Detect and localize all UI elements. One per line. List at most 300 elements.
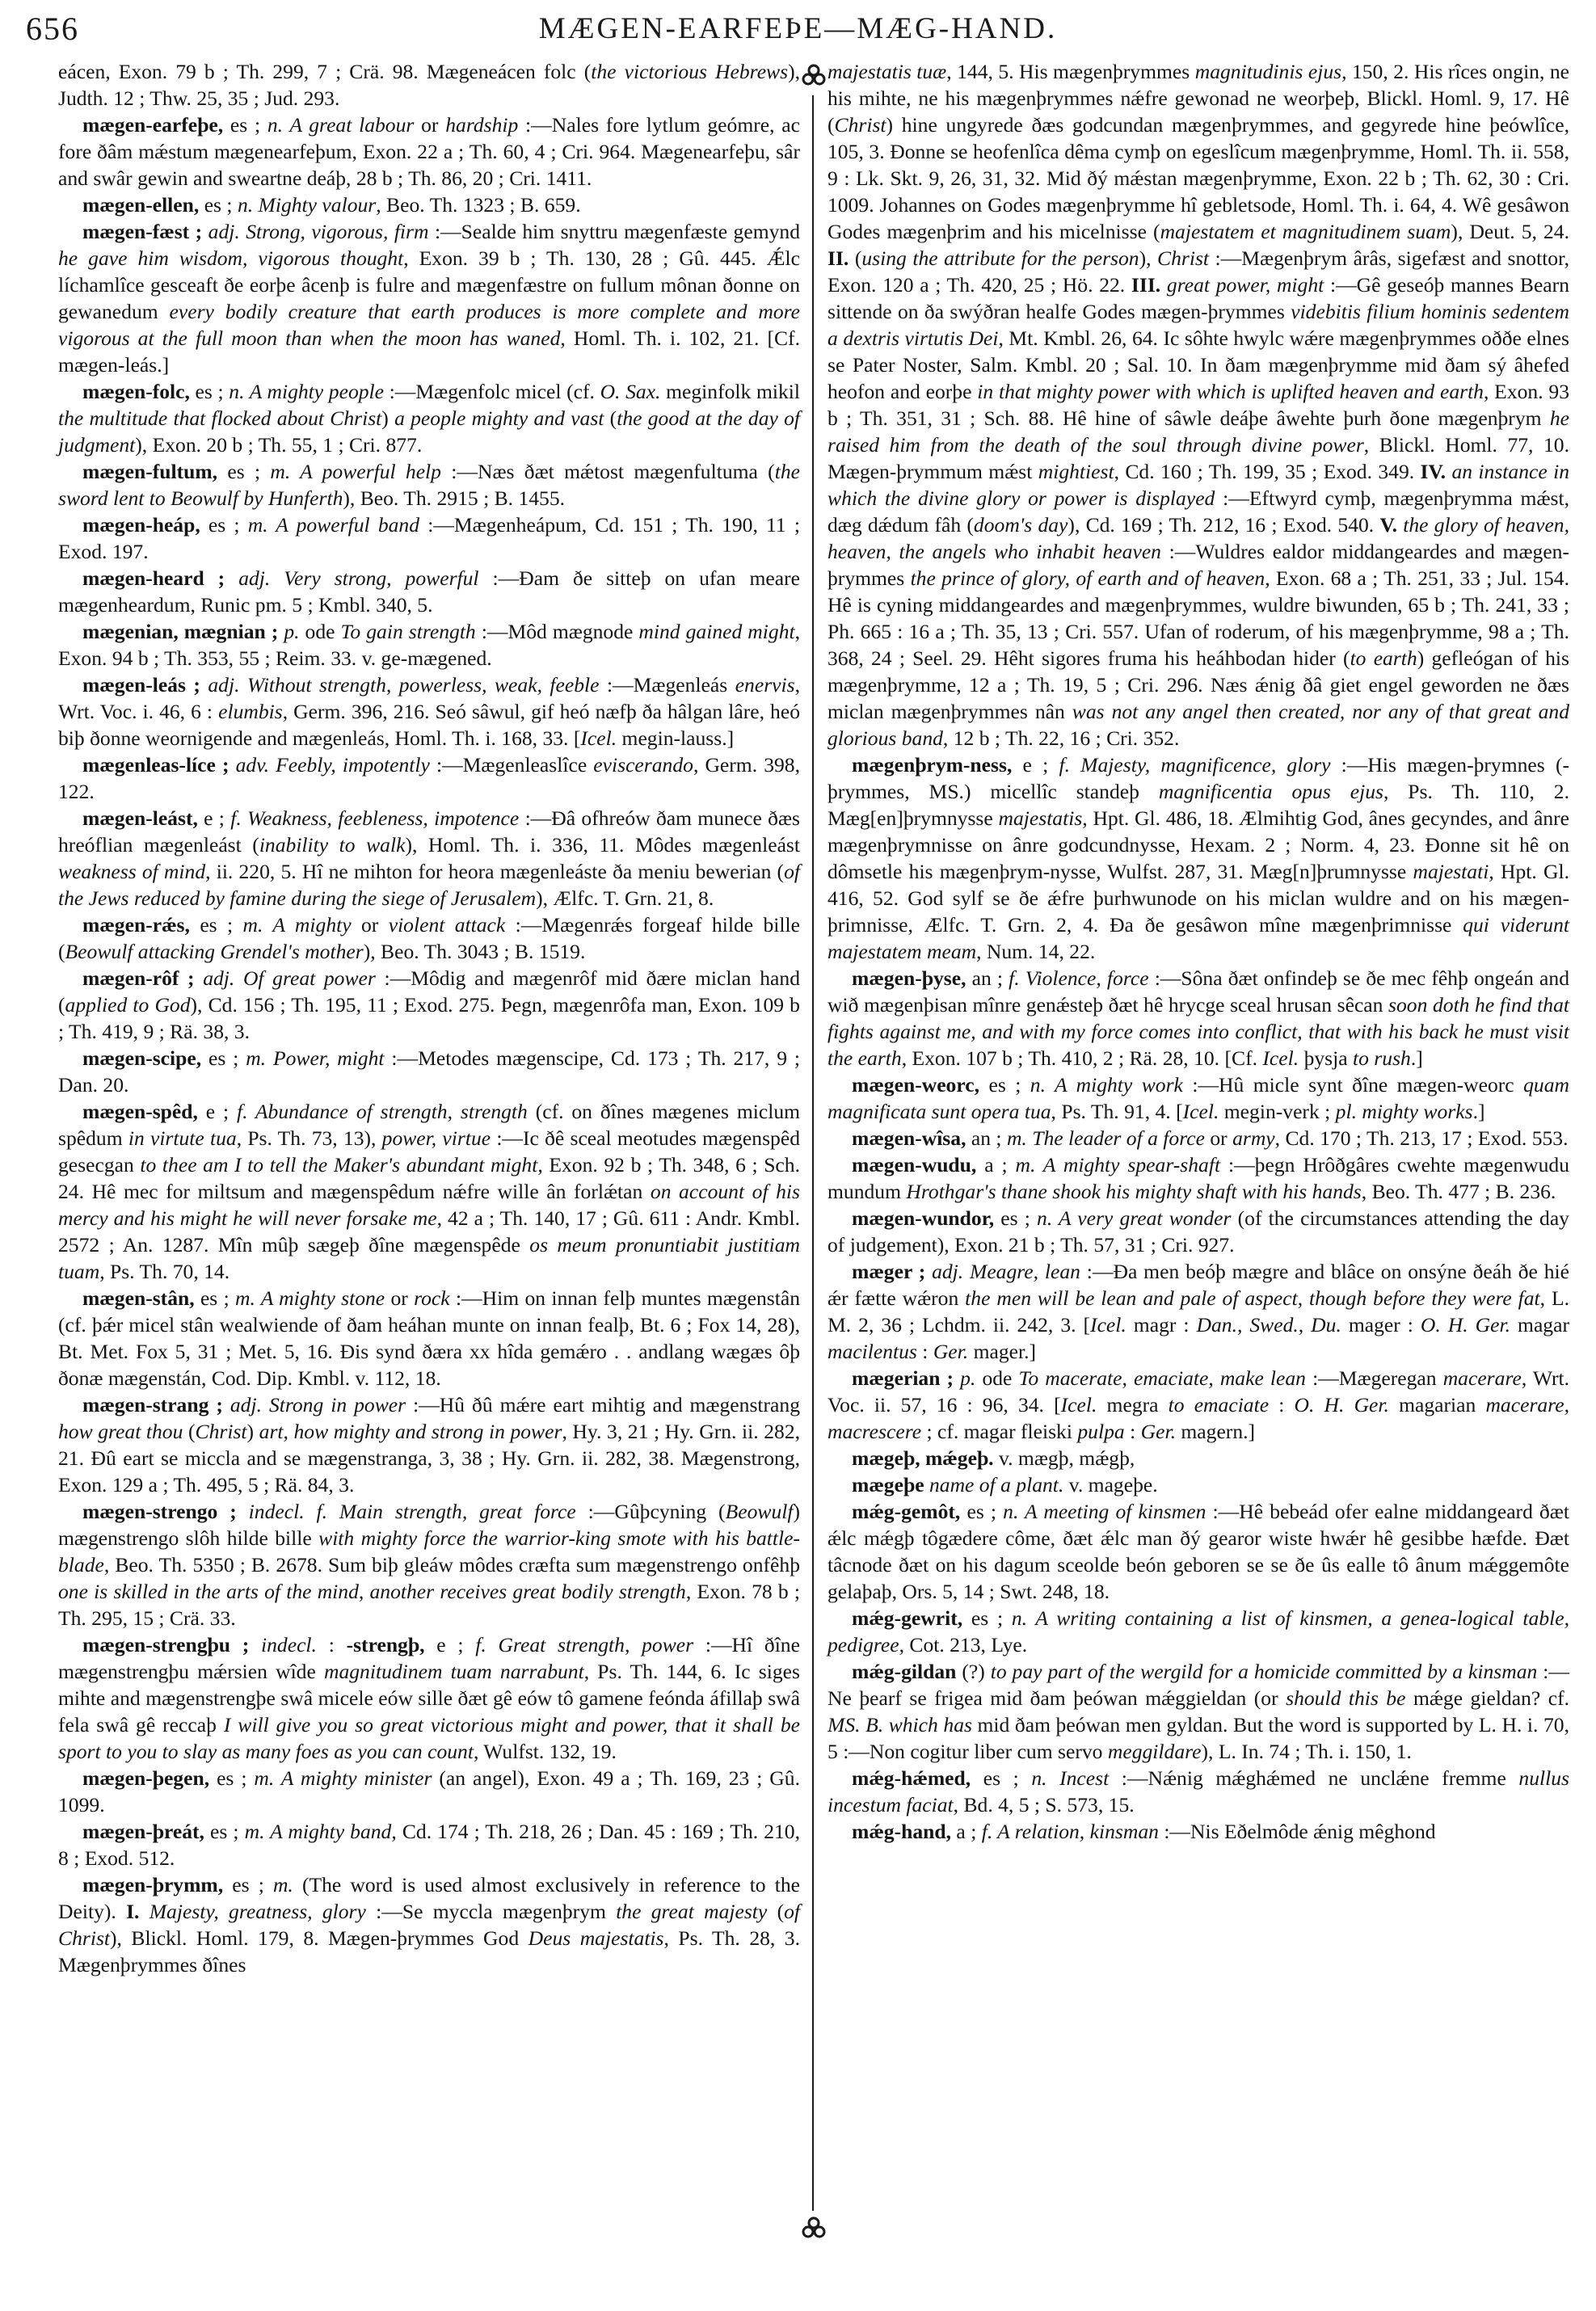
entry-text: :—Hî ðîne mægenstrengþu mǽrsien wîde <box>58 1633 800 1683</box>
italic-text: adj. Very strong, powerful <box>238 566 479 590</box>
italic-text: using the attribute for the person <box>861 246 1139 270</box>
italic-text: one is skilled in the arts of the mind, another receives great bodily strength <box>58 1580 686 1603</box>
italic-text: m. A mighty <box>242 913 352 937</box>
entry-text: :—Mægenfolc micel (cf. <box>384 380 600 403</box>
entry-text: , Cot. 213, Lye. <box>899 1633 1028 1656</box>
entry-text: :—Mægenleaslîce <box>429 753 594 777</box>
page-number: 656 <box>26 11 79 47</box>
italic-text: he gave him wisdom, vigorous thought <box>58 246 404 270</box>
entry-text: mager : <box>1341 1313 1421 1337</box>
entry-text <box>1160 273 1167 297</box>
italic-text: indecl. <box>261 1633 317 1656</box>
entry-text: meginfolk mikil <box>660 380 800 403</box>
italic-text: hardship <box>445 113 519 137</box>
entry-text: :—Môdig and mægenrôf mid ðære miclan hand ( <box>58 966 800 1017</box>
entry-text: , Beo. Th. 1323 ; B. 659. <box>376 193 581 217</box>
italic-text: Christ <box>1157 246 1210 270</box>
entry-text: es ; <box>979 1073 1030 1097</box>
entry-text: , Exon. 39 b ; Th. 130, 28 ; Gû. 445. Ǽlc líchamlîce gesceaft ðe eorþe âcenþ is fulre and mægenfæstre on fullum mônan ðonne on gewanedum <box>58 246 800 323</box>
entry-text: v. mægþ, mǽgþ, <box>993 1446 1135 1470</box>
italic-text: p. <box>284 620 300 643</box>
italic-text: on account of his mercy and his might he will never forsake me <box>58 1180 800 1230</box>
entry-text: ( <box>604 406 617 430</box>
dictionary-entry <box>58 378 800 458</box>
headword: mægen-wîsa, <box>852 1126 966 1150</box>
entry-text: ( <box>849 246 862 270</box>
trefoil-printer-mark-bottom <box>799 2216 828 2245</box>
entry-text: , Hpt. Gl. 486, 18. Ælmihtig God, ânes gecyndes, and ânre mægenþrymnisse on ânre godcundnysse, Hexam. 2 ; Norm. 4, 23. Ðonne sit hê on dômsetle his mægenþrym-nysse, Wulfst. 287, 31. Mæg[n]þrumnysse <box>827 806 1570 883</box>
italic-text: soon doth he find that fights against me, and with my force comes into conflict, that with his back he must visit the earth <box>827 993 1569 1070</box>
headword: mæger ; <box>852 1260 926 1283</box>
entry-text: :—Ne þearf se frigea mid ðam þeówan mǽggieldan (or <box>827 1660 1569 1710</box>
headword: mægen-þrymm, <box>82 1873 224 1896</box>
italic-text: to emaciate <box>1168 1393 1270 1416</box>
entry-text: es ; <box>200 513 248 537</box>
entry-text <box>200 673 208 697</box>
entry-text: :—Se myccla mægenþrym <box>365 1900 617 1923</box>
entry-text: :—Môd mægnode <box>475 620 639 643</box>
entry-text: :—Nales fore lytlum geómre, ac fore ðâm mǽstum mægenearfeþum, Exon. 22 a ; Th. 60, 4 ; Cri. 964. Mægenearfeþu, sâr and swâr gewin and sweartne deáþ, 28 b ; Th. 86, 20 ; Cri. 1411. <box>58 113 800 190</box>
entry-text: :—Mægenþrym ârâs, sigefæst and snottor, Exon. 120 a ; Th. 420, 25 ; Hö. 22. <box>827 246 1570 297</box>
headword: mægen-scipe, <box>82 1046 202 1070</box>
italic-text: O. H. Ger. <box>1294 1393 1389 1416</box>
italic-text: f. Abundance of strength, strength <box>236 1100 528 1123</box>
headword: mǽg-hand, <box>852 1820 952 1843</box>
entry-text: ode <box>975 1366 1019 1390</box>
italic-text: the great majesty <box>616 1900 768 1923</box>
italic-text: MS. B. which has <box>827 1713 972 1736</box>
dictionary-entry <box>827 965 1569 1071</box>
entry-text: ) gefleógan of his mægenþrymme, 12 a ; Th. 19, 5 ; Cri. 296. Næs ǽnig ðâ giet engel geworden ne ðæs miclan mægenþrymmes nân <box>827 646 1569 723</box>
dictionary-entry <box>827 1258 1569 1365</box>
headword: mægeþe <box>852 1473 924 1496</box>
italic-text: the men will be lean and pale of aspect, though before they were fat <box>965 1286 1540 1310</box>
entry-text: magarian <box>1388 1393 1486 1416</box>
entry-text: , Beo. Th. 477 ; B. 236. <box>1361 1180 1556 1203</box>
italic-text: pl. mighty works <box>1335 1100 1473 1123</box>
entry-text: ), Cd. 156 ; Th. 195, 11 ; Exod. 275. Þegn, mægenrôfa man, Exon. 109 b ; Th. 419, 9 ; Rä. 38, 3. <box>58 993 800 1043</box>
entry-text: es ; <box>962 1606 1012 1630</box>
entry-text: , 42 a ; Th. 140, 17 ; Gû. 611 : Andr. Kmbl. 2572 ; An. 1287. Mîn mûþ sægeþ ðîne mægenspêde <box>58 1206 800 1257</box>
italic-text: majestatis tuæ <box>827 60 947 83</box>
headword: mægen-ellen, <box>82 193 200 217</box>
column-divider-rule <box>812 95 814 2211</box>
entry-text: , Ps. Th. 73, 13), <box>236 1126 382 1150</box>
entry-text: :—Ðam ðe sitteþ on ufan meare mægenheardum, Runic pm. 5 ; Kmbl. 340, 5. <box>58 566 801 617</box>
entry-text: , Exon. 92 b ; Th. 348, 6 ; Sch. 24. Hê mec for miltsum and mægenspêdum nǽfre wille ân forlǽtan <box>58 1153 800 1203</box>
entry-text: ), <box>1139 246 1158 270</box>
entry-text: es ; <box>223 1873 273 1896</box>
dictionary-entry <box>58 671 800 751</box>
page-header <box>0 8 1596 55</box>
italic-text: Ger. <box>1140 1420 1176 1443</box>
entry-text: :—Gê geseóþ mannes Bearn sittende on ða swýðran healfe Godes mægen-þrymmes <box>827 273 1569 323</box>
entry-text: (?) <box>956 1660 991 1683</box>
headword: mægen-leás ; <box>82 673 200 697</box>
italic-text: n. Incest <box>1031 1766 1110 1790</box>
entry-text: :—Hû ðû mǽre eart mihtig and mægenstrang <box>406 1393 800 1416</box>
italic-text: Icel. <box>580 726 617 750</box>
entry-text: ), Beo. Th. 3043 ; B. 1519. <box>363 940 586 963</box>
entry-text: or <box>414 113 446 137</box>
entry-text: :—Næs ðæt mǽtost mægenfultuma ( <box>440 460 775 483</box>
headword: IV. <box>1420 460 1447 483</box>
entry-text <box>202 220 208 243</box>
italic-text: Christ <box>195 1420 247 1443</box>
italic-text: mightiest <box>1038 460 1114 483</box>
entry-text: an ; <box>966 966 1009 990</box>
italic-text: doom's day <box>973 513 1068 537</box>
entry-text: (an angel), Exon. 49 a ; Th. 169, 23 ; Gû. 1099. <box>58 1766 800 1816</box>
headword: mægen-heard ; <box>82 566 225 590</box>
entry-text <box>223 1393 230 1416</box>
entry-text: , Exon. 78 b ; Th. 295, 15 ; Crä. 33. <box>58 1580 800 1630</box>
entry-text: : <box>316 1633 347 1656</box>
entry-text: :—Ic ðê sceal meotudes mægenspêd gesecgan <box>58 1126 801 1177</box>
entry-text: :—Eftwyrd cymþ, mægenþrymma mǽst, dæg dǽdum fâh ( <box>827 486 1569 537</box>
italic-text: m. A mighty band <box>244 1820 392 1843</box>
dictionary-entry <box>58 458 800 511</box>
italic-text: f. Violence, force <box>1009 966 1149 990</box>
italic-text: majestati <box>1413 860 1489 883</box>
entry-text: , 12 b ; Th. 22, 16 ; Cri. 352. <box>942 726 1180 750</box>
dictionary-entry <box>58 565 800 618</box>
dictionary-entry <box>58 1871 800 1978</box>
italic-text: adj. Strong in power <box>230 1393 406 1416</box>
entry-text: es ; <box>204 1820 245 1843</box>
entry-text: ode <box>299 620 341 643</box>
entry-text: :—Mægenrǽs forgeaf hilde bille ( <box>58 913 800 963</box>
entry-text: , Exon. 94 b ; Th. 353, 55 ; Reim. 33. v. ge-mægened. <box>58 620 801 670</box>
headword: III. <box>1131 273 1161 297</box>
headword: mægen-strengþu ; <box>82 1633 250 1656</box>
entry-text: :—Hû micle synt ðîne mægen-weorc <box>1182 1073 1524 1097</box>
entry-text: e ; <box>424 1633 476 1656</box>
headword: mægen-þyse, <box>852 966 966 990</box>
entry-text: or <box>1204 1126 1233 1150</box>
entry-text <box>195 966 204 990</box>
italic-text: applied to God <box>65 993 191 1017</box>
italic-text: to thee am I to tell the Maker's abundant might <box>140 1153 538 1177</box>
entry-text <box>225 566 238 590</box>
dictionary-entry <box>58 1631 800 1765</box>
dictionary-entry <box>827 751 1569 965</box>
dictionary-entry <box>58 1391 800 1498</box>
italic-text: macerare <box>1442 1366 1522 1390</box>
italic-text: adj. Meagre, lean <box>932 1260 1080 1283</box>
italic-text: art, how mighty and strong in power <box>259 1420 562 1443</box>
headword: mægen-rôf ; <box>82 966 195 990</box>
headword: mægen-fultum, <box>82 460 218 483</box>
entry-text: es ; <box>994 1206 1038 1230</box>
italic-text: to earth <box>1350 646 1417 670</box>
dictionary-entry <box>58 511 800 565</box>
entry-text: , Bd. 4, 5 ; S. 573, 15. <box>953 1793 1135 1816</box>
entry-text: a ; <box>951 1820 982 1843</box>
headword: mægen-weorc, <box>852 1073 980 1097</box>
headword: II. <box>827 246 849 270</box>
dictionary-entry <box>58 965 800 1045</box>
dictionary-entry <box>58 1285 800 1391</box>
headword: mægen-spêd, <box>82 1100 198 1123</box>
italic-text: the prince of glory, of earth and of heaven <box>910 566 1265 590</box>
entry-text: .] <box>1410 1046 1423 1070</box>
italic-text: nullus incestum faciat <box>827 1766 1569 1816</box>
left-column <box>58 58 800 1978</box>
italic-text: f. Majesty, magnificence, glory <box>1059 753 1331 777</box>
headword: mægen-þegen, <box>82 1766 210 1790</box>
entry-text: , Germ. 396, 216. Seó sâwul, gif heó næfþ ða hâlgan lâre, heó biþ ðonne weornigende and mægenleás, Homl. Th. i. 168, 33. [ <box>58 700 800 750</box>
entry-text: , Beo. Th. 5350 ; B. 2678. Sum biþ gleáw môdes cræfta sum mægenstrengo onfêhþ <box>103 1553 800 1576</box>
entry-text: (The word is used almost exclusively in reference to the Deity). <box>58 1873 800 1923</box>
entry-text: , Hy. 3, 21 ; Hy. Grn. ii. 282, 21. Ðû eart se miccla and se mægenstranga, 3, 38 ; Hy. Grn. ii. 282, 38. Mægenstrong, Exon. 129 a ; Th. 495, 5 ; Rä. 84, 3. <box>58 1420 801 1496</box>
headword: I. <box>126 1900 140 1923</box>
dictionary-entry <box>58 618 800 671</box>
dictionary-entry <box>58 192 800 218</box>
entry-text: es ; <box>189 380 230 403</box>
dictionary-entry <box>827 1205 1569 1258</box>
italic-text: videbitis filium hominis sedentem a dextris virtutis Dei <box>827 300 1569 350</box>
italic-text: eviscerando <box>593 753 693 777</box>
entry-text: :—Nis Eðelmôde ǽnig mêghond <box>1158 1820 1436 1843</box>
italic-text: to rush <box>1353 1046 1411 1070</box>
entry-text <box>139 1900 149 1923</box>
italic-text: m. A mighty minister <box>254 1766 432 1790</box>
entry-text: , Ps. Th. 28, 3. Mægenþrymmes ðînes <box>58 1926 800 1976</box>
italic-text: Icel. <box>1182 1100 1219 1123</box>
dictionary-entry <box>827 1818 1569 1845</box>
entry-text: megra <box>1097 1393 1169 1416</box>
italic-text: mind gained might <box>638 620 795 643</box>
entry-text: ) <box>381 406 395 430</box>
italic-text: majestatem et magnitudinem suam <box>1160 220 1451 243</box>
headword: mægen-fæst ; <box>82 220 203 243</box>
entry-text: ), Beo. Th. 2915 ; B. 1455. <box>343 486 566 510</box>
italic-text: name of a plant. <box>929 1473 1064 1496</box>
italic-text: f. A relation, kinsman <box>981 1820 1159 1843</box>
headword: mægen-earfeþe, <box>82 113 224 137</box>
italic-text: qui viderunt majestatem meam <box>827 913 1569 963</box>
italic-text: n. A meeting of kinsmen <box>1003 1500 1206 1523</box>
entry-text: :—Metodes mægenscipe, Cd. 173 ; Th. 217, 9 ; Dan. 20. <box>58 1046 800 1097</box>
entry-text: , 144, 5. His mægenþrymmes <box>946 60 1195 83</box>
entry-text: es ; <box>971 1766 1032 1790</box>
italic-text: m. A mighty spear-shaft <box>1015 1153 1221 1177</box>
headword: mægen-heáp, <box>82 513 200 537</box>
page-title: MÆGEN-EARFEÞE—MÆG-HAND. <box>538 12 1058 45</box>
entry-text: , Germ. 398, 122. <box>58 753 800 803</box>
italic-text: macilentus <box>827 1340 917 1363</box>
dictionary-entry <box>58 911 800 965</box>
dictionary-entry <box>827 1365 1569 1445</box>
entry-text: magern.] <box>1175 1420 1256 1443</box>
entry-text: , Ps. Th. 70, 14. <box>99 1260 230 1283</box>
italic-text: pulpa <box>1077 1420 1125 1443</box>
italic-text: power, virtue <box>381 1126 491 1150</box>
headword: -strengþ, <box>346 1633 425 1656</box>
entry-text: :—Nǽnig mǽghǽmed ne unclǽne fremme <box>1109 1766 1519 1790</box>
entry-text <box>954 1366 960 1390</box>
entry-text: :—Him on innan felþ muntes mægenstân (cf. þǽr micel stân wealwiende of ðam heáhan munte on innan fealþ, Bt. 6 ; Fox 14, 28), Bt. Met. Fox 5, 31 ; Met. 5, 16. Ðis synd ðæra xx hîda gemǽro . . andlang wægæs ôþ ðonæ mægenstán, Cod. Dip. Kmbl. v. 112, 18. <box>58 1286 800 1390</box>
entry-text: ) mægenstrengo slôh hilde bille <box>58 1500 800 1550</box>
entry-text: , Homl. Th. i. 102, 21. [Cf. mægen-leás.] <box>58 326 800 377</box>
entry-text: :—Ðâ ofhreów ðam munece ðæs hreóflian mægenleást ( <box>58 806 800 857</box>
italic-text: adj. Strong, vigorous, firm <box>208 220 429 243</box>
headword: mægen-wundor, <box>852 1206 995 1230</box>
entry-text: , ii. 220, 5. Hî ne mihton for heora mægenleáste ða meniu bewerian ( <box>205 860 785 883</box>
entry-text: , L. M. 2, 36 ; Lchdm. ii. 242, 3. [ <box>827 1286 1569 1337</box>
entry-text: þysja <box>1299 1046 1353 1070</box>
entry-text: , Ps. Th. 91, 4. [ <box>1051 1100 1183 1123</box>
entry-text <box>230 753 236 777</box>
entry-text: ), Judth. 12 ; Thw. 25, 35 ; Jud. 293. <box>58 60 801 110</box>
entry-text: es ; <box>201 1046 246 1070</box>
entry-text: ), Exon. 20 b ; Th. 55, 1 ; Cri. 877. <box>135 433 423 457</box>
italic-text: inability to walk <box>259 833 406 857</box>
entry-text: ) hine ungyrede ðæs godcundan mægenþrymmes, and gegyrede hine þeówlîce, 105, 3. Ðonne se heofenlîca dêma cymþ on egeslîcum mægenþrymme, Homl. Th. ii. 558, 9 : Lk. Skt. 9, 26, 31, 32. Mid ðý mǽstan mægenþrymme, Exon. 22 b ; Th. 62, 30 : Cri. 1009. Johannes on Godes mægenþrymme hî gebletsode, Homl. Th. i. 64, 4. Wê gesâwon Godes mægenþrim and his micelnisse ( <box>827 113 1569 243</box>
italic-text: I will give you so great victorious might and power, that it shall be sport to you to slay as many foes as you can count <box>58 1713 800 1763</box>
italic-text: a people mighty and vast <box>394 406 604 430</box>
entry-text: , Num. 14, 22. <box>976 940 1096 963</box>
italic-text: majestatis <box>998 806 1083 830</box>
italic-text: to pay part of the wergild for a homicide committed by a kinsman <box>990 1660 1538 1683</box>
entry-text: , Wulfst. 132, 19. <box>473 1740 617 1763</box>
entry-text: :—Sôna ðæt onfindeþ se ðe mec fêhþ ongeán and wið mægenþisan mînre genǽsteþ ðæt hê hrycge sceal hrusan sêcan <box>827 966 1569 1017</box>
entry-text: :—Wuldres ealdor middangeardes and mægen-þrymmes <box>827 540 1570 590</box>
entry-text: ; cf. magar fleiski <box>921 1420 1078 1443</box>
italic-text: rock <box>414 1286 450 1310</box>
entry-text: :—Hê bebeád ofer ealne middangeard ðæt ǽlc mǽgþ tôgædere côme, ðæt ǽlc man ðý gearor wiste hwǽr hê gesibbe hæfde. Ðæt tâcnode ðæt on his dagum sceolde beón geboren se se ðe ûs ealle tô ânum mǽggemôte gelaþaþ, Ors. 5, 14 ; Swt. 248, 18. <box>827 1500 1569 1603</box>
italic-text: should this be <box>1286 1686 1406 1710</box>
headword: mægeþ, mǽgeþ. <box>852 1446 994 1470</box>
entry-text: :—Mægenheápum, Cd. 151 ; Th. 190, 11 ; Exod. 197. <box>58 513 800 563</box>
entry-text: ), Cd. 169 ; Th. 212, 16 ; Exod. 540. <box>1068 513 1380 537</box>
headword: mægen-leást, <box>82 806 198 830</box>
entry-text: : <box>1124 1420 1141 1443</box>
headword: mǽg-hǽmed, <box>852 1766 971 1790</box>
dictionary-entry <box>58 1045 800 1098</box>
italic-text: every bodily creature that earth produces is more complete and more vigorous at the full moon than when the moon has waned <box>58 300 801 350</box>
dictionary-entry <box>58 112 800 192</box>
entry-text <box>925 1260 932 1283</box>
dictionary-entry <box>827 1605 1569 1658</box>
dictionary-entry <box>827 1658 1569 1765</box>
dictionary-entry <box>827 1125 1569 1151</box>
italic-text: macerare, macrescere <box>827 1393 1569 1443</box>
italic-text: the victorious Hebrews <box>591 60 789 83</box>
dictionary-entry <box>58 1818 800 1871</box>
italic-text: adj. Of great power <box>203 966 376 990</box>
italic-text: adj. Without strength, powerless, weak, feeble <box>208 673 600 697</box>
italic-text: Dan., Swed., Du. <box>1196 1313 1341 1337</box>
italic-text: army <box>1232 1126 1275 1150</box>
dictionary-entry <box>58 218 800 378</box>
italic-text: p. <box>960 1366 976 1390</box>
entry-text: ( <box>183 1420 196 1443</box>
headword: mægenleas-líce ; <box>82 753 230 777</box>
entry-text: mid ðam þeówan men gyldan. But the word is supported by L. H. i. 70, 5 :—Non cogitur liber cum servo <box>827 1713 1569 1763</box>
italic-text: with mighty force the warrior-king smote with his battle-blade <box>58 1526 801 1576</box>
entry-text: , Wrt. Voc. i. 46, 6 : <box>58 673 801 723</box>
entry-text: mager.] <box>968 1340 1037 1363</box>
italic-text: Beowulf <box>725 1500 794 1523</box>
italic-text: os meum pronuntiabit justitiam tuam <box>58 1233 800 1283</box>
italic-text: in virtute tua <box>128 1126 237 1150</box>
entry-text: or <box>385 1286 415 1310</box>
headword: mægen-folc, <box>82 380 190 403</box>
entry-text: ), Blickl. Homl. 179, 8. Mægen-þrymmes God <box>110 1926 528 1950</box>
italic-text: Icel. <box>1090 1313 1126 1337</box>
dictionary-entry <box>58 1098 800 1285</box>
entry-text: es ; <box>960 1500 1004 1523</box>
italic-text: f. Great strength, power <box>475 1633 694 1656</box>
dictionary-entry <box>827 1471 1569 1498</box>
entry-text: es ; <box>217 460 271 483</box>
entry-text: :—Mægeregan <box>1305 1366 1443 1390</box>
entry-text: , Ps. Th. 110, 2. Mæg[en]þrymnysse <box>827 780 1569 830</box>
italic-text: adv. Feebly, impotently <box>235 753 430 777</box>
entry-text: , Blickl. Homl. 77, 10. Mægen-þrymmum mǽst <box>827 433 1569 483</box>
italic-text: Christ <box>834 113 886 137</box>
italic-text: n. A writing containing a list of kinsmen, a genea-logical table, pedigree <box>827 1606 1569 1656</box>
italic-text: O. H. Ger. <box>1420 1313 1511 1337</box>
italic-text: great power, might <box>1166 273 1324 297</box>
italic-text: O. Sax. <box>600 380 661 403</box>
entry-text: , Wrt. Voc. ii. 57, 16 : 96, 34. [ <box>827 1366 1570 1416</box>
italic-text: elumbis <box>218 700 283 723</box>
entry-text: , Cd. 170 ; Th. 213, 17 ; Exod. 553. <box>1274 1126 1569 1150</box>
headword: mægenian, mægnian ; <box>82 620 279 643</box>
italic-text: violent attack <box>388 913 506 937</box>
headword: mǽg-gemôt, <box>852 1500 961 1523</box>
entry-text: (cf. on ðînes mægenes miclum spêdum <box>58 1100 801 1150</box>
italic-text: of Christ <box>58 1900 801 1950</box>
italic-text: Majesty, greatness, glory <box>149 1900 366 1923</box>
headword: mǽg-gildan <box>852 1660 957 1683</box>
entry-text: , Exon. 68 a ; Th. 251, 33 ; Jul. 154. Hê is cyning middangeardes and mægenþrymmes, wuldre biwunden, 65 b ; Th. 241, 33 ; Ph. 665 : 16 a ; Th. 35, 13 ; Cri. 557. Ufan of roderum, of his mægenþrymme, 98 a ; Th. 368, 24 ; Seel. 29. Hêht sigores fruma his heáhbodan hider ( <box>827 566 1569 670</box>
italic-text: Icel. <box>1262 1046 1299 1070</box>
italic-text: m. A powerful help <box>270 460 441 483</box>
entry-text: :—þegn Hrôðgâres cwehte mægenwudu mundum <box>827 1153 1569 1203</box>
entry-text: magar <box>1510 1313 1569 1337</box>
entry-text: ), Deut. 5, 24. <box>1451 220 1569 243</box>
entry-text: :—Sealde him snyttru mægenfæste gemynd <box>428 220 800 243</box>
headword: mægerian ; <box>852 1366 954 1390</box>
entry-text: , 150, 2. His rîces ongin, ne his mihte, ne his mægenþrymmes nǽfre gewonad ne weorþeþ, Blickl. Homl. 9, 17. Hê ( <box>827 60 1569 137</box>
italic-text: n. A great labour <box>267 113 415 137</box>
entry-text: , Exon. 107 b ; Th. 410, 2 ; Rä. 28, 10. [Cf. <box>901 1046 1263 1070</box>
italic-text: indecl. f. Main strength, great force <box>248 1500 576 1523</box>
italic-text: the good at the day of judgment <box>58 406 801 457</box>
italic-text: Ger. <box>933 1340 969 1363</box>
italic-text: n. A mighty people <box>229 380 385 403</box>
italic-text: quam magnificata sunt opera tua <box>827 1073 1569 1123</box>
italic-text: m. Power, might <box>246 1046 385 1070</box>
entry-text: es ; <box>199 193 238 217</box>
entry-text: , Cd. 160 ; Th. 199, 35 ; Exod. 349. <box>1114 460 1421 483</box>
headword: mægen-þreát, <box>82 1820 204 1843</box>
entry-text: (of the circumstances attending the day of judgement), Exon. 21 b ; Th. 57, 31 ; Cri. 927. <box>827 1206 1569 1257</box>
dictionary-entry <box>827 1151 1569 1205</box>
entry-text <box>249 1633 261 1656</box>
italic-text: an instance in which the divine glory or power is displayed <box>827 460 1569 510</box>
entry-text: :—Mægenleás <box>599 673 735 697</box>
italic-text: To gain strength <box>340 620 476 643</box>
italic-text: the glory of heaven, heaven, the angels who inhabit heaven <box>827 513 1570 563</box>
entry-text: a ; <box>976 1153 1016 1177</box>
italic-text: m. A mighty stone <box>234 1286 385 1310</box>
entry-text: v. mageþe. <box>1063 1473 1158 1496</box>
